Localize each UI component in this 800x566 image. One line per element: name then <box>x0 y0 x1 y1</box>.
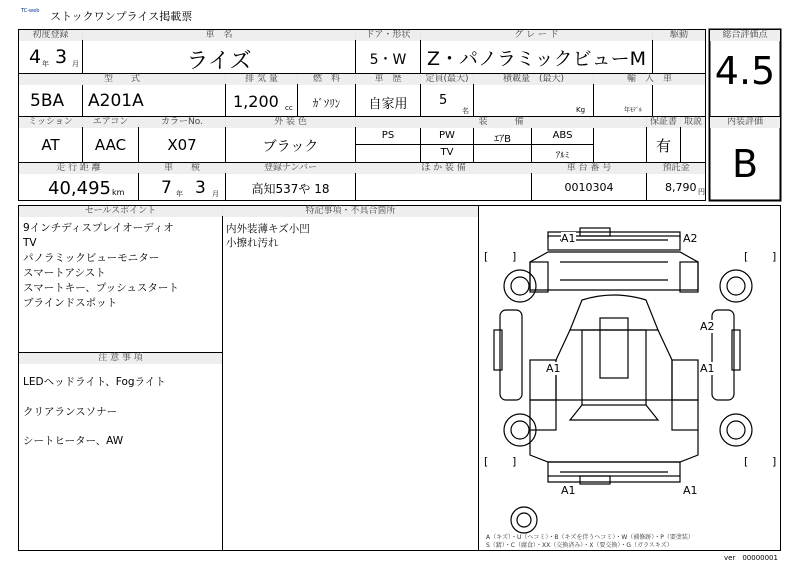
remark-item: 内外装薄キズ小凹 <box>226 223 310 235</box>
equip-pw: PW <box>439 130 455 141</box>
exterior-color-value: ブラック <box>262 139 319 155</box>
list-item: TV <box>23 237 37 249</box>
bracket: ] <box>512 250 517 263</box>
displacement-value: 1,200 <box>233 92 279 111</box>
label-fuel: 燃 料 <box>298 74 355 85</box>
warranty-value: 有 <box>655 137 671 155</box>
capacity-unit: 名 <box>462 107 469 115</box>
damage-mark-right-side: A1 <box>700 362 715 375</box>
list-item: ブラインドスポット <box>23 297 118 309</box>
insp-month: 3 <box>195 178 206 198</box>
label-drive: 駆動 <box>653 30 705 41</box>
aircon-value: AAC <box>94 136 127 154</box>
displacement-unit: cc <box>285 104 293 112</box>
damage-mark-right-door: A2 <box>700 320 715 333</box>
label-import: 輸 入 車 <box>594 74 705 85</box>
damage-mark-rear-right: A1 <box>683 484 698 497</box>
total-rating-value: 4.5 <box>714 49 776 93</box>
bracket: [ <box>484 250 489 263</box>
bracket: ] <box>512 455 517 468</box>
sales-points-list <box>23 221 179 311</box>
page-title: ストックワンプライス掲載票 <box>50 10 193 23</box>
label-make: 車 名 <box>83 30 355 41</box>
list-item: 9インチディスプレイオーディオ <box>23 222 174 234</box>
remark-item: 小擦れ汚れ <box>226 237 279 249</box>
bracket: [ <box>744 455 749 468</box>
label-exterior-color: 外 装 色 <box>226 117 355 128</box>
label-displacement: 排 気 量 <box>226 74 297 85</box>
label-first-reg: 初度登録 <box>19 30 82 41</box>
mission-value: AT <box>41 136 60 154</box>
plate-value: 高知537や 18 <box>251 182 330 196</box>
grade-value: Z・パノラミックビューM <box>426 48 647 70</box>
bracket: ] <box>772 250 777 263</box>
first-reg-month: 3 <box>55 46 68 68</box>
bracket: ] <box>772 455 777 468</box>
damage-mark-front-left: A1 <box>561 232 576 245</box>
note-item: クリアランスソナー <box>23 406 118 418</box>
equip-ps: PS <box>381 130 395 141</box>
label-manual: 取説 <box>681 117 705 128</box>
label-history: 車 歴 <box>356 74 420 85</box>
label-price: 預託金 <box>647 163 705 174</box>
label-load: 積載量 (最大) <box>474 74 593 85</box>
label-chassis: 車 台 番 号 <box>532 163 646 174</box>
insp-year: 7 <box>161 178 172 198</box>
interior-rating-value: B <box>731 142 759 186</box>
first-reg-year-unit: 年 <box>42 60 49 68</box>
history-value: 自家用 <box>368 97 408 112</box>
label-equipment: 装 備 <box>356 117 646 128</box>
fuel-value: ｶﾞｿﾘﾝ <box>312 97 341 110</box>
import-model: 年ﾓﾃﾞﾙ <box>624 107 643 114</box>
type-code: A201A <box>88 91 144 111</box>
list-item: スマートキー、プッシュスタート <box>23 282 179 294</box>
label-notes: 注 意 事 項 <box>19 353 222 364</box>
list-item: スマートアシスト <box>23 267 106 279</box>
first-reg-month-unit: 月 <box>72 60 79 68</box>
label-door-shape: ドア・形状 <box>356 30 420 41</box>
price-unit: 円 <box>698 188 705 196</box>
label-inspection: 車 検 <box>139 163 225 174</box>
door-shape-value: 5・W <box>369 52 407 68</box>
label-grade: グ レ ー ド <box>421 30 652 41</box>
equip-abs: ABS <box>552 130 573 141</box>
note-item: LEDヘッドライト、Fogライト <box>23 376 166 388</box>
damage-mark-front-right: A2 <box>683 232 698 245</box>
type-prefix: 5BA <box>30 91 65 111</box>
chassis-value: 0010304 <box>564 181 614 194</box>
label-capacity: 定員(最大) <box>421 74 473 85</box>
note-item: シートヒーター、AW <box>23 435 124 447</box>
label-total-rating: 総合評価点 <box>710 30 780 41</box>
legend-line-1: A（キズ）・U（ヘコミ）・B（キズを伴うヘコミ）・W（補修跡）・P（要塗装） <box>486 534 694 541</box>
label-interior-rating: 内装評価 <box>710 117 780 128</box>
damage-mark-left-side: A1 <box>546 362 561 375</box>
load-unit: Kg <box>576 106 586 114</box>
price-value: 8,790 <box>665 181 697 194</box>
logo: TC-web <box>21 8 40 14</box>
damage-mark-rear-left: A1 <box>561 484 576 497</box>
label-aircon: エアコン <box>83 117 138 128</box>
capacity-value: 5 <box>439 93 448 108</box>
color-no-value: X07 <box>167 136 197 154</box>
bracket: [ <box>744 250 749 263</box>
label-color-no: カラーNo. <box>139 117 225 128</box>
label-sales-points: セールスポイント <box>19 206 222 217</box>
car-diagram <box>494 228 752 533</box>
version-label: ver 00000001 <box>724 554 778 562</box>
label-plate: 登録ナンバー <box>226 163 355 174</box>
legend-line-2: S（錆）・C（腐食）・XX（交換済み）・X（要交換）・G（ガラスキズ） <box>486 542 673 549</box>
label-mileage: 走 行 距 離 <box>19 163 138 174</box>
label-warranty: 保証書 <box>647 117 680 128</box>
list-item: パノラミックビューモニター <box>23 252 160 264</box>
first-reg-year: 4 <box>29 46 42 68</box>
label-mission: ミッション <box>19 117 82 128</box>
label-remarks: 特記事項・不具合箇所 <box>223 206 478 217</box>
equip-tv: TV <box>440 147 454 158</box>
mileage-unit: km <box>112 188 125 197</box>
label-type: 型 式 <box>19 74 225 85</box>
insp-month-unit: 月 <box>212 190 219 198</box>
mileage-value: 40,495 <box>48 178 111 199</box>
equip-alloy: ｱﾙﾐ <box>555 151 570 161</box>
bracket: [ <box>484 455 489 468</box>
equip-airbag: ｴｱB <box>494 134 511 145</box>
insp-year-unit: 年 <box>176 190 183 198</box>
label-other-equipment: ほ か 装 備 <box>356 163 531 174</box>
make-value: ライズ <box>186 49 252 74</box>
